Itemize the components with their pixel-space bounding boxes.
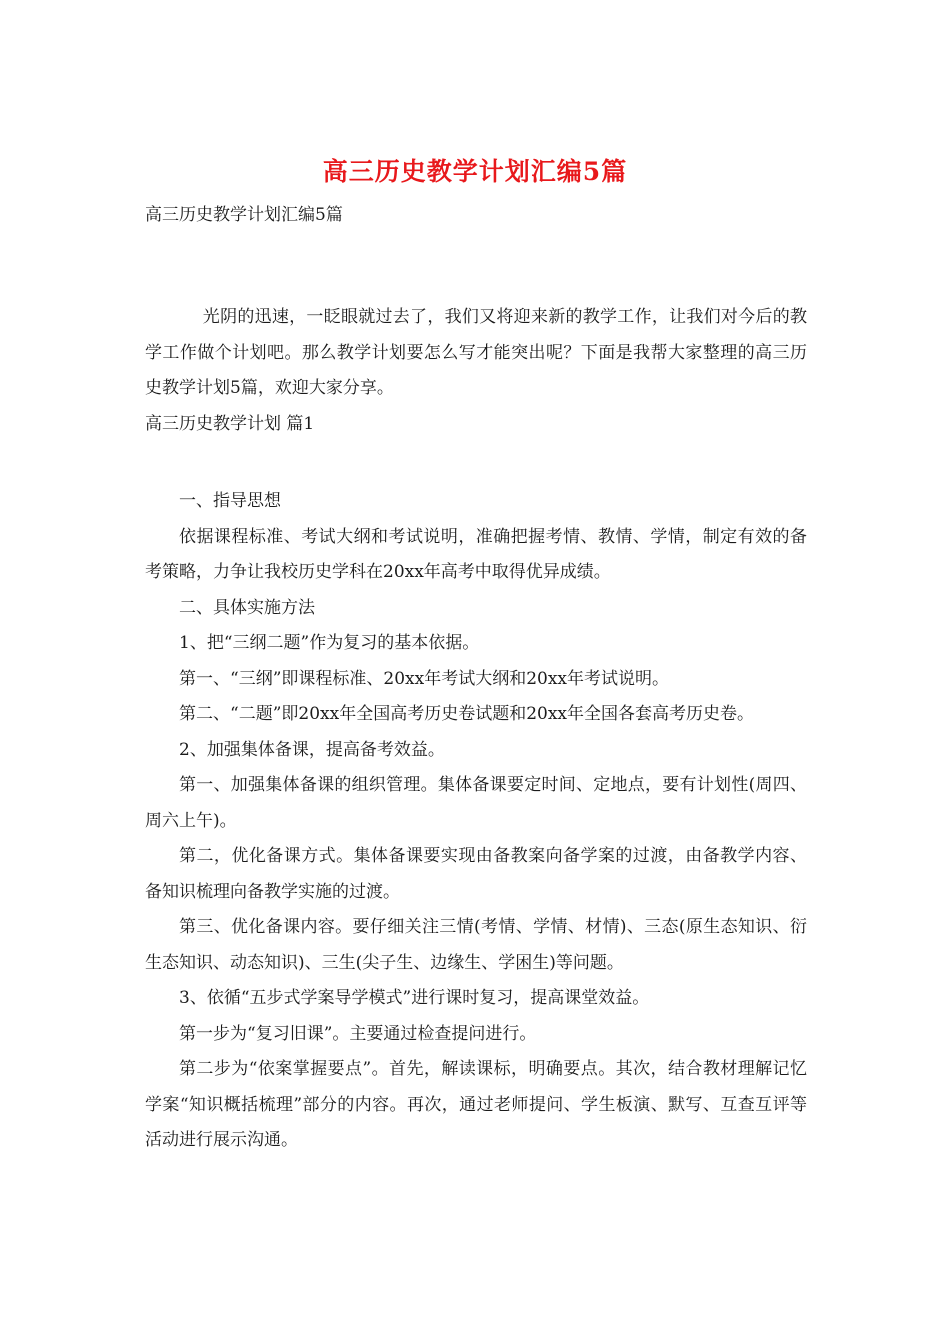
intro-paragraph: 光阴的迅速，一眨眼就过去了，我们又将迎来新的教学工作，让我们对今后的教学工作做个计划吧。那么教学计划要怎么写才能突出呢？下面是我帮大家整理的高三历史教学计划5篇，欢迎大家分享。 xyxy=(145,307,807,398)
heading-implementation-methods: 二、具体实施方法 xyxy=(179,597,315,618)
document-subtitle: 高三历史教学计划汇编5篇 xyxy=(145,205,343,225)
paragraph: 第一步为“复习旧课”。主要通过检查提问进行。 xyxy=(179,1023,537,1044)
paragraph: 1、把“三纲二题”作为复习的基本依据。 xyxy=(179,633,480,653)
paragraph: 第一、“三纲”即课程标准、20xx年考试大纲和20xx年考试说明。 xyxy=(179,668,669,689)
section-heading: 高三历史教学计划 篇1 xyxy=(145,413,315,434)
heading-guiding-ideology: 一、指导思想 xyxy=(179,491,281,511)
document-title: 高三历史教学计划汇编5篇 xyxy=(322,157,628,186)
paragraph: 3、依循“五步式学案导学模式”进行课时复习，提高课堂效益。 xyxy=(179,988,650,1008)
paragraph: 第二步为“依案掌握要点”。首先，解读课标，明确要点。其次，结合教材理解记忆学案“知识概括梳理”部分的内容。再次，通过老师提问、学生板演、默写、互查互评等活动进行展示沟通。 xyxy=(145,1059,807,1150)
document-body xyxy=(145,300,807,1159)
paragraph: 第一、加强集体备课的组织管理。集体备课要定时间、定地点，要有计划性(周四、周六上午)。 xyxy=(145,775,807,831)
paragraph: 依据课程标准、考试大纲和考试说明，准确把握考情、教情、学情，制定有效的备考策略，力争让我校历史学科在20xx年高考中取得优异成绩。 xyxy=(145,526,807,582)
paragraph: 第二、“二题”即20xx年全国高考历史卷试题和20xx年全国各套高考历史卷。 xyxy=(179,704,754,724)
paragraph: 第三、优化备课内容。要仔细关注三情(考情、学情、材情)、三态(原生态知识、衍生态知识、动态知识)、三生(尖子生、边缘生、学困生)等问题。 xyxy=(145,917,807,973)
paragraph: 第二，优化备课方式。集体备课要实现由备教案向备学案的过渡，由备教学内容、备知识梳理向备教学实施的过渡。 xyxy=(145,846,807,902)
paragraph-gap xyxy=(145,442,807,484)
paragraph: 2、加强集体备课，提高备考效益。 xyxy=(179,739,445,760)
